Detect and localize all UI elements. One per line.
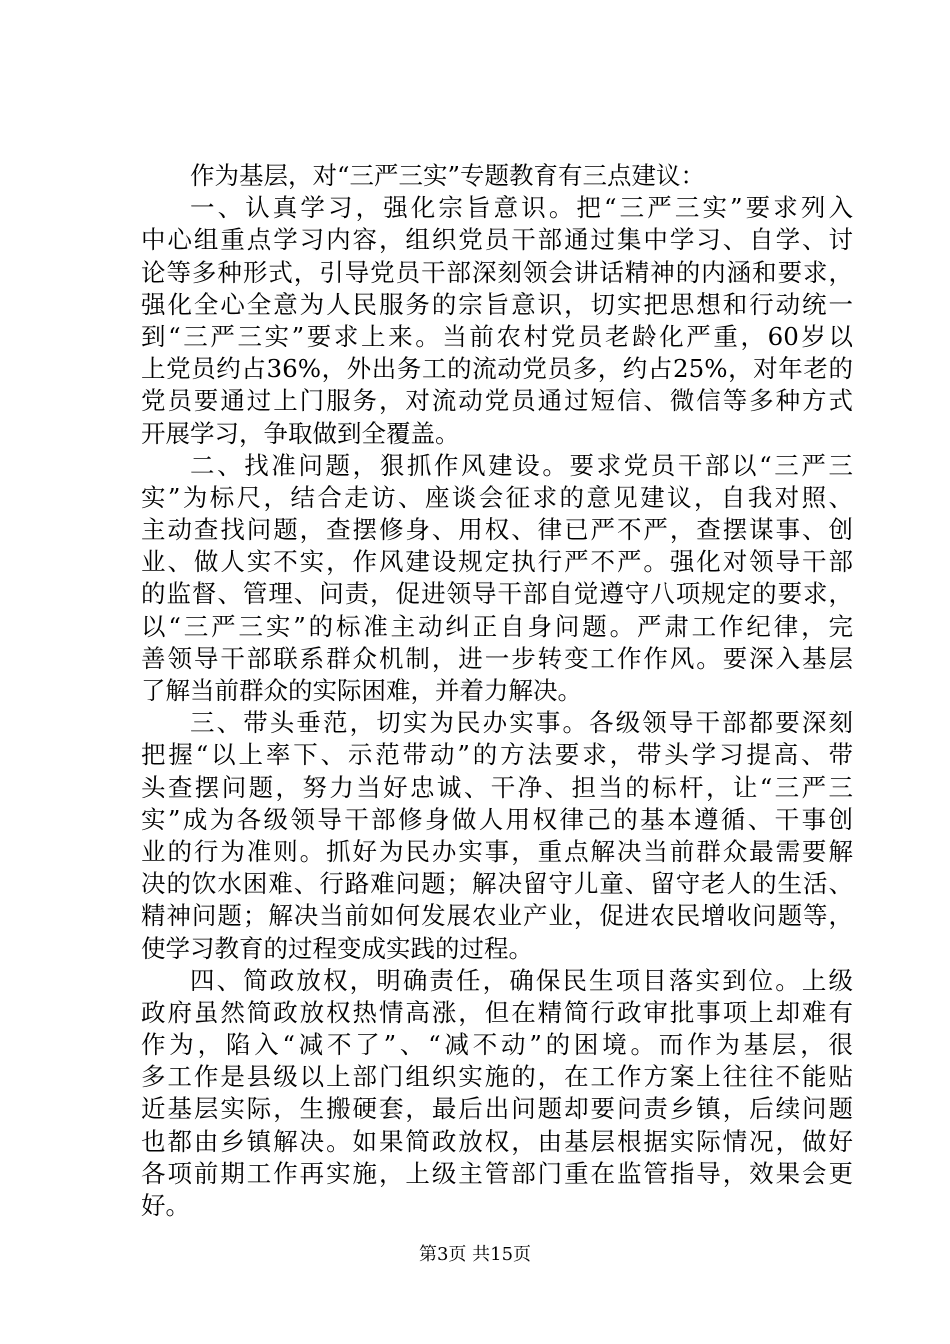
text-line: 业、做人实不实，作风建设规定执行严不严。强化对领导干部 bbox=[141, 547, 853, 577]
text-line: 了解当前群众的实际困难，并着力解决。 bbox=[141, 676, 582, 705]
text-line: 中心组重点学习内容，组织党员干部通过集中学习、自学、讨 bbox=[141, 225, 853, 255]
text-line: 到“三严三实”要求上来。当前农村党员老龄化严重，60岁以 bbox=[141, 321, 853, 351]
text-line: 业的行为准则。抓好为民办实事，重点解决当前群众最需要解 bbox=[141, 836, 853, 866]
text-line: 实”为标尺，结合走访、座谈会征求的意见建议，自我对照、 bbox=[141, 482, 853, 512]
text-line: 主动查找问题，查摆修身、用权、律已严不严，查摆谋事、创 bbox=[141, 515, 853, 545]
text-line: 以“三严三实”的标准主动纠正自身问题。严肃工作纪律，完 bbox=[141, 611, 853, 641]
text-line: 好。 bbox=[141, 1191, 190, 1220]
text-line: 头查摆问题，努力当好忠诚、干净、担当的标杆，让“三严三 bbox=[141, 772, 853, 802]
text-line: 把握“以上率下、示范带动”的方法要求，带头学习提高、带 bbox=[141, 740, 853, 770]
text-line: 作为，陷入“减不了”、“减不动”的困境。而作为基层，很 bbox=[141, 1030, 853, 1060]
text-line: 党员要通过上门服务，对流动党员通过短信、微信等多种方式 bbox=[141, 386, 853, 416]
text-line: 使学习教育的过程变成实践的过程。 bbox=[141, 933, 533, 963]
text-line: 四、简政放权，明确责任，确保民生项目落实到位。上级 bbox=[190, 965, 853, 995]
text-line: 一、认真学习，强化宗旨意识。把“三严三实”要求列入 bbox=[190, 193, 853, 223]
text-line: 多工作是县级以上部门组织实施的，在工作方案上往往不能贴 bbox=[141, 1062, 853, 1092]
text-line: 也都由乡镇解决。如果简政放权，由基层根据实际情况，做好 bbox=[141, 1126, 853, 1156]
text-line: 政府虽然简政放权热情高涨，但在精简行政审批事项上却难有 bbox=[141, 997, 853, 1027]
document-body bbox=[141, 160, 853, 1222]
text-line: 善领导干部联系群众机制，进一步转变工作作风。要深入基层 bbox=[141, 643, 853, 673]
text-line: 作为基层，对“三严三实”专题教育有三点建议： bbox=[190, 161, 706, 190]
text-line: 二、找准问题，狠抓作风建设。要求党员干部以“三严三 bbox=[190, 450, 853, 480]
text-line: 的监督、管理、问责，促进领导干部自觉遵守八项规定的要求， bbox=[141, 579, 853, 609]
text-line: 精神问题；解决当前如何发展农业产业，促进农民增收问题等， bbox=[141, 901, 853, 931]
text-line: 三、带头垂范，切实为民办实事。各级领导干部都要深刻 bbox=[190, 708, 853, 738]
text-line: 近基层实际，生搬硬套，最后出问题却要问责乡镇，后续问题 bbox=[141, 1094, 853, 1124]
text-line: 实”成为各级领导干部修身做人用权律己的基本遵循、干事创 bbox=[141, 804, 853, 834]
text-line: 决的饮水困难、行路难问题；解决留守儿童、留守老人的生活、 bbox=[141, 869, 853, 899]
text-line: 强化全心全意为人民服务的宗旨意识，切实把思想和行动统一 bbox=[141, 289, 853, 319]
text-line: 各项前期工作再实施，上级主管部门重在监管指导，效果会更 bbox=[141, 1158, 853, 1188]
text-line: 上党员约占36%，外出务工的流动党员多，约占25%，对年老的 bbox=[141, 354, 853, 384]
text-line: 开展学习，争取做到全覆盖。 bbox=[141, 418, 460, 448]
text-line: 论等多种形式，引导党员干部深刻领会讲话精神的内涵和要求， bbox=[141, 257, 853, 287]
page-number-footer: 第3页 共15页 bbox=[418, 1244, 532, 1265]
